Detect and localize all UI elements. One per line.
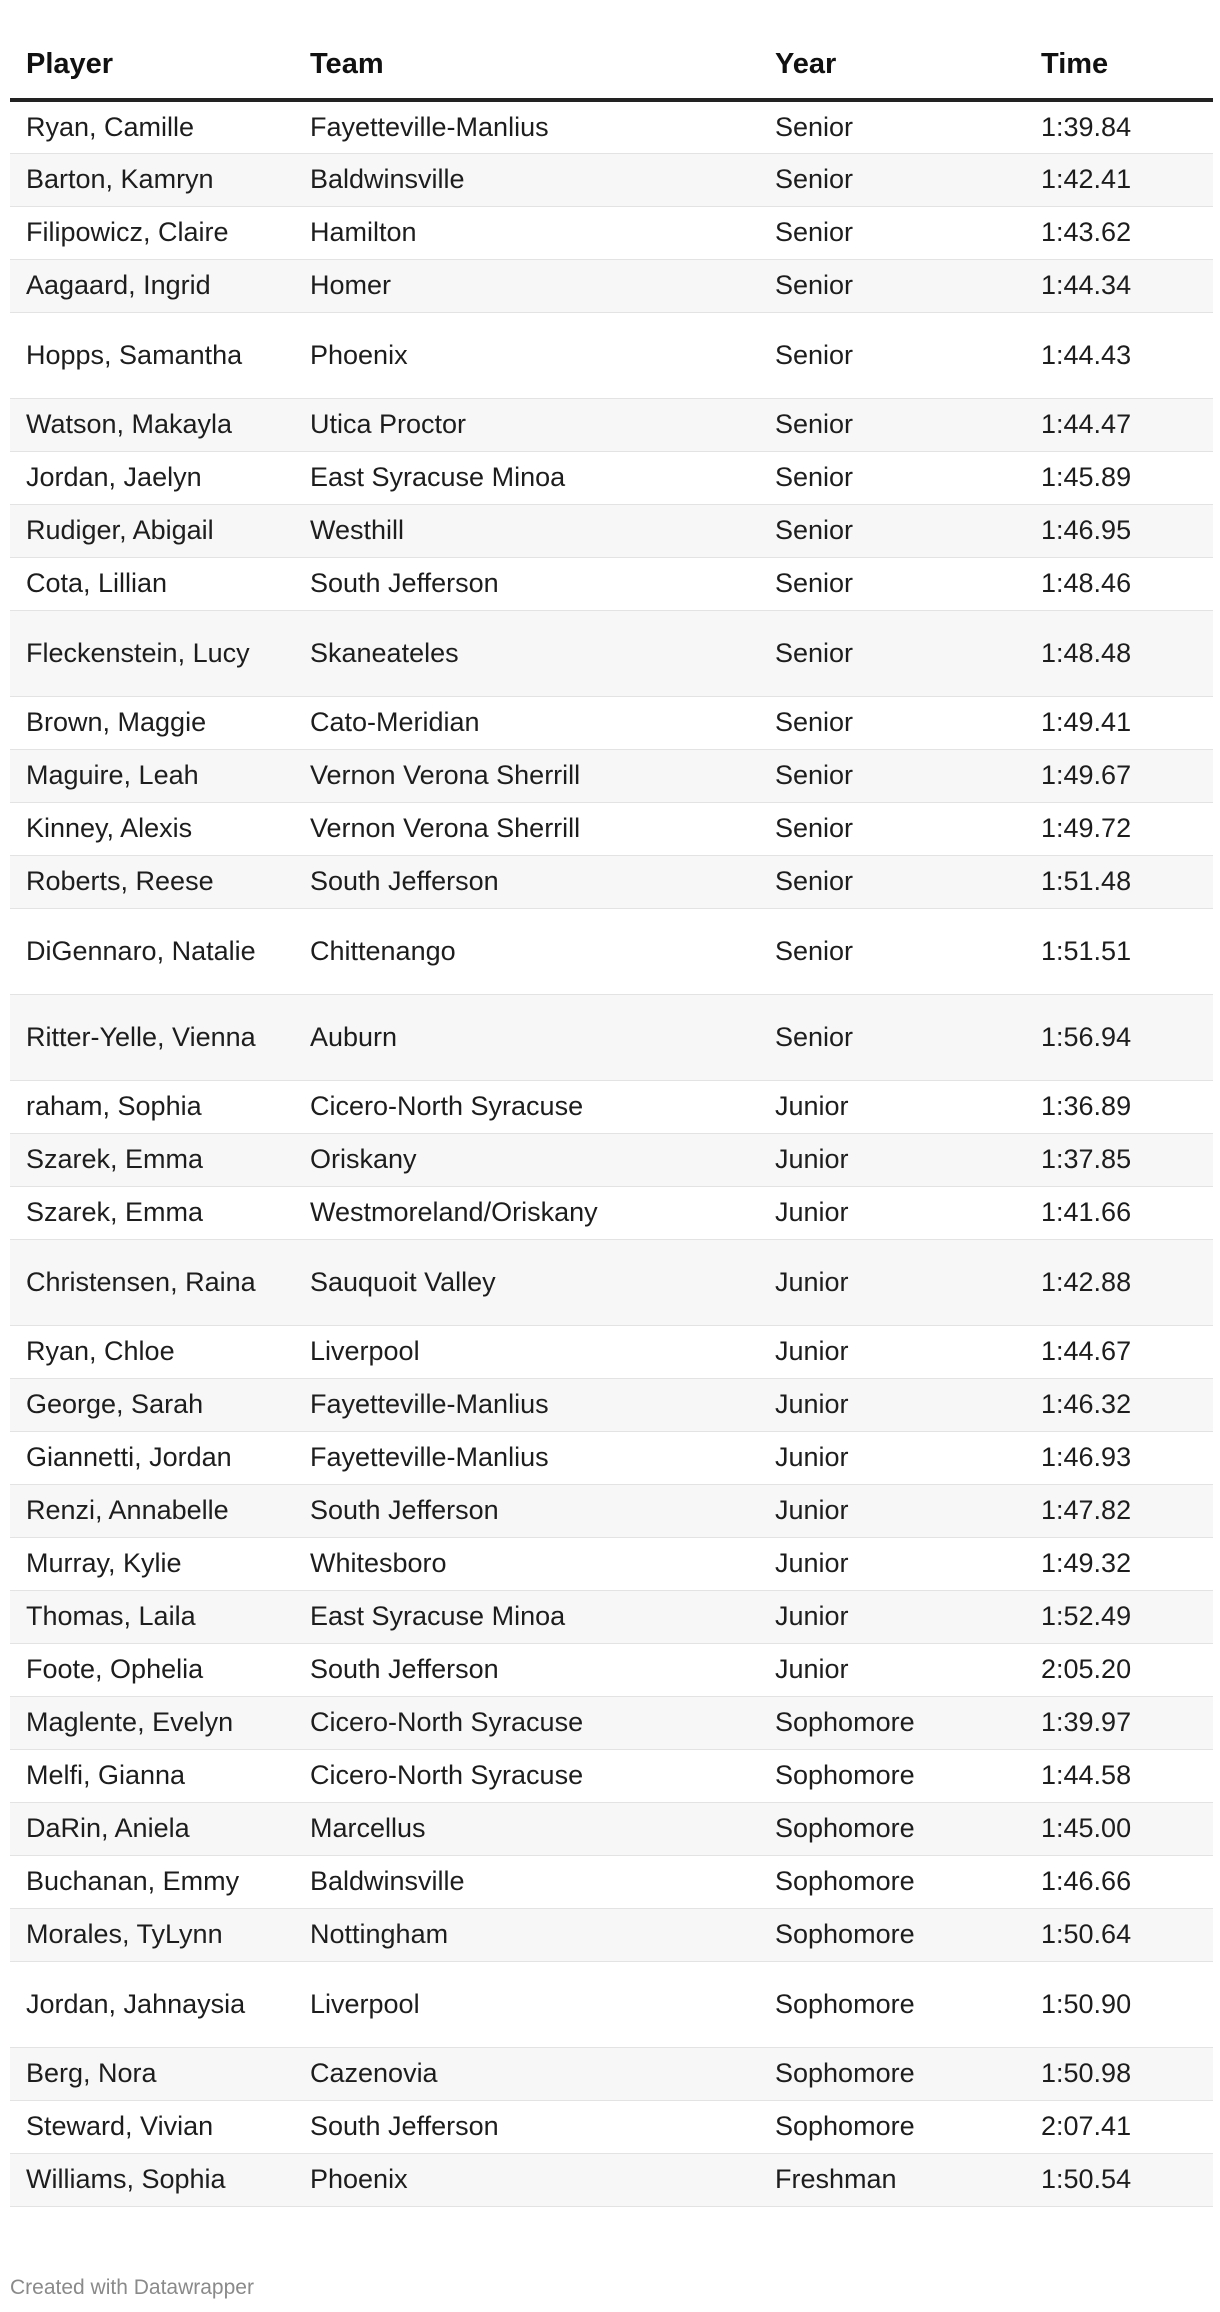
team-cell: Fayetteville-Manlius — [294, 1378, 759, 1431]
player-cell: DaRin, Aniela — [10, 1802, 294, 1855]
player-cell: raham, Sophia — [10, 1080, 294, 1133]
table-row — [10, 855, 1213, 908]
year-cell: Sophomore — [759, 1908, 1025, 1961]
year-cell: Senior — [759, 908, 1025, 994]
team-cell: Liverpool — [294, 1325, 759, 1378]
player-cell: Barton, Kamryn — [10, 153, 294, 206]
table-body — [10, 100, 1213, 2206]
player-cell: Murray, Kylie — [10, 1537, 294, 1590]
player-cell: Morales, TyLynn — [10, 1908, 294, 1961]
year-cell: Junior — [759, 1186, 1025, 1239]
player-cell: Rudiger, Abigail — [10, 504, 294, 557]
team-cell: Westhill — [294, 504, 759, 557]
team-cell: South Jefferson — [294, 855, 759, 908]
table-row — [10, 1186, 1213, 1239]
player-cell: Filipowicz, Claire — [10, 206, 294, 259]
player-cell: Berg, Nora — [10, 2047, 294, 2100]
team-cell: Phoenix — [294, 312, 759, 398]
time-cell: 1:48.46 — [1025, 557, 1213, 610]
column-header-time[interactable]: Time — [1025, 30, 1213, 100]
time-cell: 1:56.94 — [1025, 994, 1213, 1080]
year-cell: Junior — [759, 1325, 1025, 1378]
player-cell: Cota, Lillian — [10, 557, 294, 610]
year-cell: Senior — [759, 100, 1025, 153]
team-cell: Hamilton — [294, 206, 759, 259]
time-cell: 1:45.00 — [1025, 1802, 1213, 1855]
player-cell: Ritter-Yelle, Vienna — [10, 994, 294, 1080]
time-cell: 1:49.41 — [1025, 696, 1213, 749]
datawrapper-credit: Created with Datawrapper — [10, 2276, 254, 2299]
year-cell: Sophomore — [759, 1802, 1025, 1855]
team-cell: East Syracuse Minoa — [294, 451, 759, 504]
team-cell: Baldwinsville — [294, 153, 759, 206]
table-row — [10, 100, 1213, 153]
time-cell: 1:46.66 — [1025, 1855, 1213, 1908]
table-row — [10, 802, 1213, 855]
table-row — [10, 1133, 1213, 1186]
time-cell: 1:37.85 — [1025, 1133, 1213, 1186]
time-cell: 1:51.48 — [1025, 855, 1213, 908]
year-cell: Sophomore — [759, 2100, 1025, 2153]
team-cell: Utica Proctor — [294, 398, 759, 451]
year-cell: Senior — [759, 696, 1025, 749]
column-header-team[interactable]: Team — [294, 30, 759, 100]
player-cell: Melfi, Gianna — [10, 1749, 294, 1802]
team-cell: Baldwinsville — [294, 1855, 759, 1908]
table-row — [10, 1696, 1213, 1749]
player-cell: Buchanan, Emmy — [10, 1855, 294, 1908]
table-row — [10, 908, 1213, 994]
year-cell: Senior — [759, 153, 1025, 206]
time-cell: 1:51.51 — [1025, 908, 1213, 994]
table-row — [10, 1749, 1213, 1802]
team-cell: Vernon Verona Sherrill — [294, 802, 759, 855]
team-cell: Cicero-North Syracuse — [294, 1696, 759, 1749]
table-row — [10, 1537, 1213, 1590]
year-cell: Senior — [759, 802, 1025, 855]
player-cell: Maglente, Evelyn — [10, 1696, 294, 1749]
time-cell: 1:42.41 — [1025, 153, 1213, 206]
team-cell: South Jefferson — [294, 2100, 759, 2153]
year-cell: Senior — [759, 504, 1025, 557]
table-row — [10, 1484, 1213, 1537]
year-cell: Sophomore — [759, 1749, 1025, 1802]
year-cell: Senior — [759, 398, 1025, 451]
year-cell: Sophomore — [759, 1961, 1025, 2047]
year-cell: Junior — [759, 1643, 1025, 1696]
year-cell: Junior — [759, 1133, 1025, 1186]
year-cell: Senior — [759, 206, 1025, 259]
player-cell: Williams, Sophia — [10, 2153, 294, 2206]
time-cell: 1:46.95 — [1025, 504, 1213, 557]
player-cell: Maguire, Leah — [10, 749, 294, 802]
time-cell: 1:48.48 — [1025, 610, 1213, 696]
time-cell: 1:44.43 — [1025, 312, 1213, 398]
year-cell: Junior — [759, 1590, 1025, 1643]
time-cell: 1:50.54 — [1025, 2153, 1213, 2206]
player-cell: Giannetti, Jordan — [10, 1431, 294, 1484]
time-cell: 1:50.98 — [1025, 2047, 1213, 2100]
team-cell: Vernon Verona Sherrill — [294, 749, 759, 802]
table-row — [10, 1325, 1213, 1378]
team-cell: Fayetteville-Manlius — [294, 1431, 759, 1484]
table-header — [10, 30, 1213, 100]
table-row — [10, 2047, 1213, 2100]
team-cell: Liverpool — [294, 1961, 759, 2047]
player-cell: DiGennaro, Natalie — [10, 908, 294, 994]
time-cell: 1:49.67 — [1025, 749, 1213, 802]
player-cell: Jordan, Jahnaysia — [10, 1961, 294, 2047]
time-cell: 1:43.62 — [1025, 206, 1213, 259]
table-row — [10, 2153, 1213, 2206]
time-cell: 1:49.72 — [1025, 802, 1213, 855]
player-cell: Roberts, Reese — [10, 855, 294, 908]
year-cell: Sophomore — [759, 2047, 1025, 2100]
year-cell: Sophomore — [759, 1855, 1025, 1908]
year-cell: Junior — [759, 1378, 1025, 1431]
player-cell: George, Sarah — [10, 1378, 294, 1431]
time-cell: 1:36.89 — [1025, 1080, 1213, 1133]
time-cell: 1:50.90 — [1025, 1961, 1213, 2047]
table-row — [10, 1378, 1213, 1431]
player-cell: Renzi, Annabelle — [10, 1484, 294, 1537]
header-row — [10, 30, 1213, 100]
player-cell: Ryan, Chloe — [10, 1325, 294, 1378]
table-row — [10, 1855, 1213, 1908]
year-cell: Freshman — [759, 2153, 1025, 2206]
table-row — [10, 1431, 1213, 1484]
time-cell: 1:52.49 — [1025, 1590, 1213, 1643]
year-cell: Junior — [759, 1431, 1025, 1484]
team-cell: South Jefferson — [294, 557, 759, 610]
time-cell: 1:45.89 — [1025, 451, 1213, 504]
table-row — [10, 312, 1213, 398]
year-cell: Sophomore — [759, 1696, 1025, 1749]
team-cell: Sauquoit Valley — [294, 1239, 759, 1325]
table-row — [10, 1643, 1213, 1696]
time-cell: 2:07.41 — [1025, 2100, 1213, 2153]
team-cell: Chittenango — [294, 908, 759, 994]
team-cell: Nottingham — [294, 1908, 759, 1961]
team-cell: Whitesboro — [294, 1537, 759, 1590]
player-cell: Brown, Maggie — [10, 696, 294, 749]
team-cell: Homer — [294, 259, 759, 312]
table-row — [10, 994, 1213, 1080]
team-cell: East Syracuse Minoa — [294, 1590, 759, 1643]
time-cell: 1:44.58 — [1025, 1749, 1213, 1802]
year-cell: Senior — [759, 610, 1025, 696]
table-row — [10, 1590, 1213, 1643]
time-cell: 1:39.97 — [1025, 1696, 1213, 1749]
team-cell: South Jefferson — [294, 1484, 759, 1537]
time-cell: 1:44.47 — [1025, 398, 1213, 451]
table-row — [10, 504, 1213, 557]
table-row — [10, 557, 1213, 610]
player-cell: Ryan, Camille — [10, 100, 294, 153]
player-cell: Kinney, Alexis — [10, 802, 294, 855]
table-row — [10, 1080, 1213, 1133]
year-cell: Junior — [759, 1484, 1025, 1537]
year-cell: Senior — [759, 451, 1025, 504]
team-cell: Westmoreland/Oriskany — [294, 1186, 759, 1239]
team-cell: Fayetteville-Manlius — [294, 100, 759, 153]
team-cell: Cicero-North Syracuse — [294, 1749, 759, 1802]
column-header-year[interactable]: Year — [759, 30, 1025, 100]
year-cell: Junior — [759, 1239, 1025, 1325]
time-cell: 1:49.32 — [1025, 1537, 1213, 1590]
time-cell: 1:46.32 — [1025, 1378, 1213, 1431]
player-cell: Thomas, Laila — [10, 1590, 294, 1643]
player-cell: Fleckenstein, Lucy — [10, 610, 294, 696]
player-cell: Szarek, Emma — [10, 1133, 294, 1186]
player-cell: Watson, Makayla — [10, 398, 294, 451]
team-cell: Oriskany — [294, 1133, 759, 1186]
table-row — [10, 1961, 1213, 2047]
player-cell: Steward, Vivian — [10, 2100, 294, 2153]
team-cell: Cazenovia — [294, 2047, 759, 2100]
player-cell: Aagaard, Ingrid — [10, 259, 294, 312]
table-row — [10, 1239, 1213, 1325]
team-cell: Phoenix — [294, 2153, 759, 2206]
time-cell: 1:46.93 — [1025, 1431, 1213, 1484]
results-table — [10, 30, 1213, 2207]
table-row — [10, 1908, 1213, 1961]
table-row — [10, 696, 1213, 749]
player-cell: Foote, Ophelia — [10, 1643, 294, 1696]
year-cell: Senior — [759, 994, 1025, 1080]
table-row — [10, 2100, 1213, 2153]
team-cell: Cicero-North Syracuse — [294, 1080, 759, 1133]
year-cell: Junior — [759, 1080, 1025, 1133]
year-cell: Senior — [759, 557, 1025, 610]
time-cell: 1:50.64 — [1025, 1908, 1213, 1961]
table-row — [10, 610, 1213, 696]
time-cell: 1:44.34 — [1025, 259, 1213, 312]
time-cell: 1:44.67 — [1025, 1325, 1213, 1378]
team-cell: South Jefferson — [294, 1643, 759, 1696]
player-cell: Hopps, Samantha — [10, 312, 294, 398]
year-cell: Senior — [759, 855, 1025, 908]
player-cell: Jordan, Jaelyn — [10, 451, 294, 504]
table-row — [10, 398, 1213, 451]
year-cell: Senior — [759, 259, 1025, 312]
table-row — [10, 1802, 1213, 1855]
table-row — [10, 206, 1213, 259]
time-cell: 2:05.20 — [1025, 1643, 1213, 1696]
column-header-player[interactable]: Player — [10, 30, 294, 100]
team-cell: Marcellus — [294, 1802, 759, 1855]
year-cell: Junior — [759, 1537, 1025, 1590]
team-cell: Skaneateles — [294, 610, 759, 696]
player-cell: Szarek, Emma — [10, 1186, 294, 1239]
year-cell: Senior — [759, 312, 1025, 398]
table-row — [10, 259, 1213, 312]
team-cell: Cato-Meridian — [294, 696, 759, 749]
time-cell: 1:39.84 — [1025, 100, 1213, 153]
table-row — [10, 749, 1213, 802]
team-cell: Auburn — [294, 994, 759, 1080]
time-cell: 1:47.82 — [1025, 1484, 1213, 1537]
time-cell: 1:42.88 — [1025, 1239, 1213, 1325]
player-cell: Christensen, Raina — [10, 1239, 294, 1325]
table-row — [10, 451, 1213, 504]
year-cell: Senior — [759, 749, 1025, 802]
time-cell: 1:41.66 — [1025, 1186, 1213, 1239]
table-row — [10, 153, 1213, 206]
